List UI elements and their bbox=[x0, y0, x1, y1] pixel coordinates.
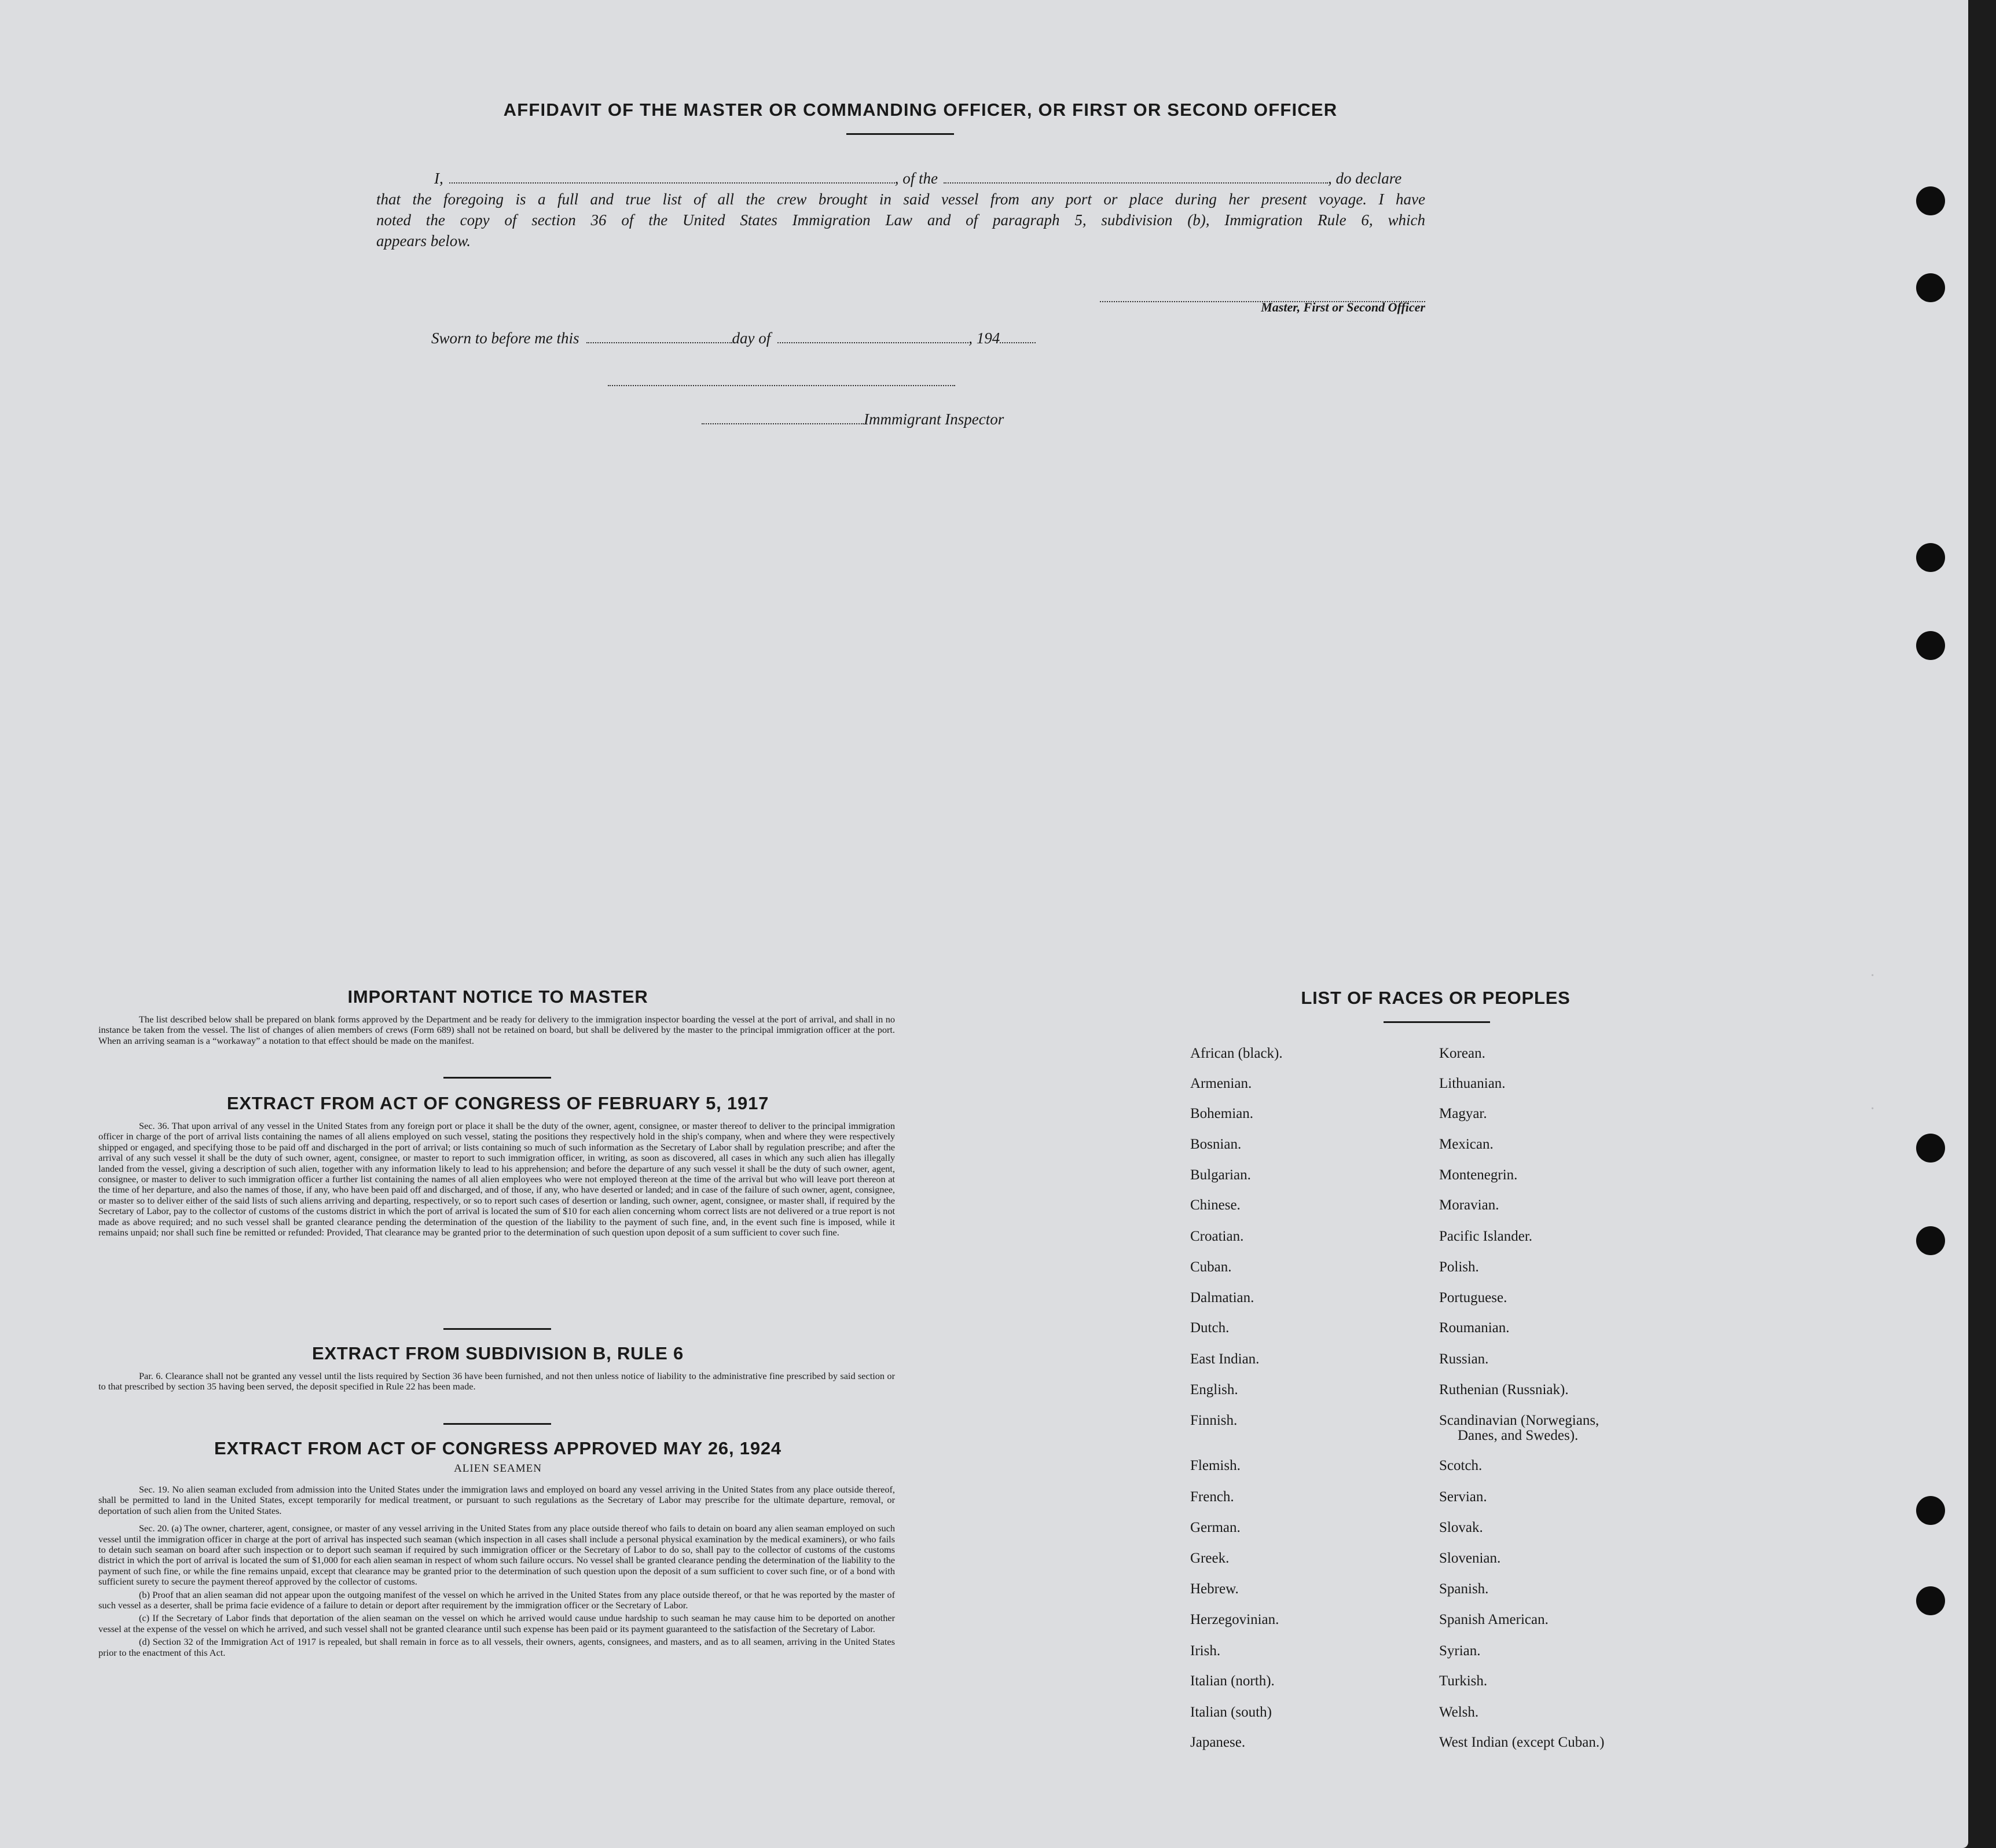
race-item: Finnish. bbox=[1190, 1413, 1238, 1428]
race-item: Scandinavian (Norwegians, bbox=[1439, 1413, 1599, 1428]
officer-name-blank[interactable] bbox=[449, 171, 895, 184]
race-item: Italian (north). bbox=[1190, 1673, 1275, 1689]
race-item: Armenian. bbox=[1190, 1076, 1252, 1091]
affidavit-do-declare-label: , do declare bbox=[1328, 170, 1402, 187]
section-rule bbox=[443, 1077, 551, 1079]
extract-1924-text bbox=[98, 1484, 895, 1658]
sec20a-paragraph: Sec. 20. (a) The owner, charterer, agent, consignee, or master of any vessel arriving in the United States from any place outside thereof who fails to detain on board any alien seaman employed on such vessel until the immigration officer in charge at the port of arrival has inspected such seaman (which inspection in all cases shall include a personal physical examination by the medical examiners), or who fails to detain such seaman on board after such inspection or to deport such seaman if required by such immigration officer or the Secretary of Labor to do so, shall pay to the collector of customs of the customs district in which the port of arrival is located the sum of $1,000 for each alien seaman in respect of whom such failure occurs. No vessel shall be granted clearance pending the determination of the liability to the payment of such fine, or while the fine remains unpaid, except that clearance may be granted prior to the determination of such question upon the deposit of a sum sufficient to cover such fine, or of a bond with sufficient surety to secure the payment thereof approved by the collector of customs. bbox=[98, 1523, 895, 1587]
sworn-month-blank[interactable] bbox=[777, 331, 968, 343]
race-item: Polish. bbox=[1439, 1259, 1479, 1275]
race-item: Greek. bbox=[1190, 1550, 1230, 1566]
race-item: Servian. bbox=[1439, 1489, 1487, 1505]
race-item: Flemish. bbox=[1190, 1458, 1241, 1473]
race-item: Spanish. bbox=[1439, 1581, 1489, 1597]
race-item: Croatian. bbox=[1190, 1229, 1244, 1244]
year-label: , 194 bbox=[968, 329, 1000, 347]
races-title: LIST OF RACES OR PEOPLES bbox=[1301, 988, 1571, 1008]
race-item: Bosnian. bbox=[1190, 1136, 1242, 1152]
affidavit-declaration bbox=[376, 168, 1425, 251]
race-item: Slovak. bbox=[1439, 1520, 1483, 1535]
race-item: African (black). bbox=[1190, 1046, 1283, 1061]
binder-hole bbox=[1916, 1586, 1945, 1615]
binder-hole bbox=[1916, 1496, 1945, 1525]
race-item: Mexican. bbox=[1439, 1136, 1494, 1152]
inspector-signature-blank[interactable] bbox=[608, 373, 955, 386]
races-title-rule bbox=[1384, 1021, 1490, 1023]
race-item: German. bbox=[1190, 1520, 1241, 1535]
race-item: Roumanian. bbox=[1439, 1320, 1510, 1336]
race-item: Montenegrin. bbox=[1439, 1167, 1518, 1183]
sworn-label: Sworn to before me this bbox=[431, 329, 579, 347]
notice-title: IMPORTANT NOTICE TO MASTER bbox=[347, 987, 648, 1007]
affidavit-body-line2: noted the copy of section 36 of the United States Immigration Law and of paragraph 5, subdivision (b), Immigration Rule 6, which bbox=[376, 211, 1425, 229]
race-item: Welsh. bbox=[1439, 1704, 1479, 1720]
affidavit-body-line3: appears below. bbox=[376, 232, 471, 250]
binder-hole bbox=[1916, 1134, 1945, 1163]
binder-hole bbox=[1916, 186, 1945, 215]
sworn-day-blank[interactable] bbox=[586, 331, 732, 343]
race-item: Ruthenian (Russniak). bbox=[1439, 1382, 1569, 1398]
binder-hole bbox=[1916, 631, 1945, 660]
race-item-continuation: Danes, and Swedes). bbox=[1458, 1428, 1579, 1443]
race-item: Slovenian. bbox=[1439, 1550, 1501, 1566]
affidavit-title-rule bbox=[846, 133, 954, 135]
sec20b-paragraph: (b) Proof that an alien seaman did not appear upon the outgoing manifest of the vessel on which he arrived in the United States from any place outside thereof, or that he was reported by the master of such vessel as a deserter, shall be prima facie evidence of a failure to detain or deport after requirement by the immigration officer or the Secretary of Labor. bbox=[98, 1589, 895, 1611]
race-item: Japanese. bbox=[1190, 1735, 1246, 1750]
race-item: Dutch. bbox=[1190, 1320, 1230, 1336]
race-item: Korean. bbox=[1439, 1046, 1485, 1061]
sec20c-paragraph: (c) If the Secretary of Labor finds that deportation of the alien seaman on the vessel on which he arrived would cause undue hardship to such seaman he may cause him to be deported on another vessel at the expense of the vessel on which he arrived, and such vessel shall not be granted clearance until such expense has been paid or its payment guaranteed to the satisfaction of the Secretary of Labor. bbox=[98, 1612, 895, 1634]
race-item: French. bbox=[1190, 1489, 1234, 1505]
extract-1917-title: EXTRACT FROM ACT OF CONGRESS OF FEBRUARY 5, 1917 bbox=[226, 1093, 769, 1113]
race-item: Lithuanian. bbox=[1439, 1076, 1506, 1091]
race-item: Scotch. bbox=[1439, 1458, 1483, 1473]
extract-1917-text bbox=[98, 1121, 895, 1238]
margin-mark: · bbox=[1870, 1100, 1876, 1118]
race-item: English. bbox=[1190, 1382, 1238, 1398]
race-item: Spanish American. bbox=[1439, 1612, 1549, 1627]
vessel-name-blank[interactable] bbox=[944, 171, 1328, 184]
day-of-label: day of bbox=[732, 329, 771, 347]
notice-text bbox=[98, 1014, 895, 1046]
extract-rule6-text bbox=[98, 1371, 895, 1392]
sec20d-paragraph: (d) Section 32 of the Immigration Act of 1917 is repealed, but shall remain in force as to all vessels, their owners, agents, consignees, and masters, and as to all seamen, arriving in the United States prior to the enactment of this Act. bbox=[98, 1636, 895, 1658]
race-item: East Indian. bbox=[1190, 1351, 1260, 1367]
margin-mark: · bbox=[1870, 967, 1876, 985]
affidavit-title: AFFIDAVIT OF THE MASTER OR COMMANDING OFFICER, OR FIRST OR SECOND OFFICER bbox=[503, 100, 1338, 120]
affidavit-of-the-label: , of the bbox=[894, 170, 938, 187]
race-item: Magyar. bbox=[1439, 1106, 1487, 1121]
race-item: Russian. bbox=[1439, 1351, 1489, 1367]
binder-hole bbox=[1916, 1226, 1945, 1255]
race-item: Bohemian. bbox=[1190, 1106, 1254, 1121]
race-item: Moravian. bbox=[1439, 1197, 1499, 1213]
sworn-line bbox=[431, 328, 1126, 349]
affidavit-i-label: I, bbox=[434, 170, 443, 187]
race-item: Dalmatian. bbox=[1190, 1290, 1254, 1306]
race-item: Irish. bbox=[1190, 1643, 1221, 1659]
race-item: Hebrew. bbox=[1190, 1581, 1239, 1597]
race-item: Syrian. bbox=[1439, 1643, 1481, 1659]
inspector-name-blank[interactable] bbox=[702, 412, 864, 424]
race-item: Herzegovinian. bbox=[1190, 1612, 1279, 1627]
race-item: Turkish. bbox=[1439, 1673, 1488, 1689]
affidavit-body-line1: that the foregoing is a full and true list of all the crew brought in said vessel from any port or place during her present voyage. I have bbox=[376, 190, 1425, 208]
race-item: Bulgarian. bbox=[1190, 1167, 1251, 1183]
binder-hole bbox=[1916, 273, 1945, 302]
race-item: West Indian (except Cuban.) bbox=[1439, 1735, 1605, 1750]
section-rule bbox=[443, 1423, 551, 1425]
notice-paragraph: The list described below shall be prepared on blank forms approved by the Department and be ready for delivery to the immigration inspector boarding the vessel at the port of arrival, and shall in no instance be taken from the vessel. The list of changes of alien members of crews (Form 689) shall not be retained on board, but shall be delivered by the master to the principal immigration officer at the port. When an arriving seaman is a “workaway” a notation to that effect should be made on the manifest. bbox=[98, 1014, 895, 1046]
sec19-paragraph: Sec. 19. No alien seaman excluded from admission into the United States under the immigration laws and employed on board any vessel arriving in the United States from any place outside thereof, shall be permitted to land in the United States, except temporarily for medical treatment, or pursuant to such regulations as the Secretary of Labor may prescribe for the ultimate departure, removal, or deportation of such alien from the United States. bbox=[98, 1484, 895, 1516]
sworn-year-blank[interactable] bbox=[1000, 331, 1036, 343]
race-item: Italian (south) bbox=[1190, 1704, 1272, 1720]
extract-rule6-title: EXTRACT FROM SUBDIVISION B, RULE 6 bbox=[311, 1343, 684, 1363]
binder-hole bbox=[1916, 543, 1945, 572]
section-rule bbox=[443, 1328, 551, 1330]
par6-paragraph: Par. 6. Clearance shall not be granted any vessel until the lists required by Section 36 have been furnished, and not then unless notice of liability to the administrative fine prescribed by said section or to that prescribed by section 35 having been served, the deposit specified in Rule 22 has been made. bbox=[98, 1370, 895, 1392]
inspector-label: Immmigrant Inspector bbox=[864, 410, 1004, 428]
sec36-paragraph: Sec. 36. That upon arrival of any vessel in the United States from any foreign port or place it shall be the duty of the owner, agent, consignee, or master thereof to deliver to the principal immigration officer in charge of the port of arrival lists containing the names of all aliens employed on such vessel, stating the positions they respectively hold in the ship's company, when and where they were respectively shipped or engaged, and specifying those to be paid off and discharged in the port of arrival; or lists containing so much of such information as the Secretary of Labor shall by regulation prescribe; and after the arrival of any such vessel it shall be the duty of such owner, agent, consignee, or master to report to such immigration officer, in writing, as soon as discovered, all cases in which any such alien has illegally landed from the vessel, giving a description of such alien, together with any information likely to lead to his apprehension; and before the departure of any such vessel it shall be the duty of such owner, agent, consignee, or master to deliver to such immigration officer a further list containing the names of all alien employees who were not employed thereon at the time of the arrival but who will leave port thereon at the time of her departure, and also the names of those, if any, who have been paid off and discharged, and of those, if any, who have deserted or landed; and in case of the failure of such owner, agent, consignee, or master so to deliver either of the said lists of such aliens arriving and departing, respectively, or so to report such cases of desertion or landing, such owner, agent, consignee, or master shall, if required by the Secretary of Labor, pay to the collector of customs of the customs district in which the port of arrival is located the sum of $10 for each alien concerning whom correct lists are not delivered or a true report is not made as above required; and no such vessel shall be granted clearance pending the determination of the question of the liability to the payment of such fine, and, in the event such fine is imposed, while it remains unpaid; nor shall such fine be remitted or refunded: Provided, That clearance may be granted prior to the determination of such question upon deposit of a sum sufficient to cover such fine. bbox=[98, 1120, 895, 1238]
extract-1924-title: EXTRACT FROM ACT OF CONGRESS APPROVED MAY 26, 1924 bbox=[214, 1438, 781, 1458]
inspector-line bbox=[702, 409, 1004, 430]
alien-seamen-subtitle: ALIEN SEAMEN bbox=[454, 1462, 542, 1475]
race-item: Chinese. bbox=[1190, 1197, 1241, 1213]
race-item: Pacific Islander. bbox=[1439, 1229, 1533, 1244]
race-item: Portuguese. bbox=[1439, 1290, 1507, 1306]
race-item: Cuban. bbox=[1190, 1259, 1232, 1275]
master-signature-label: Master, First or Second Officer bbox=[1261, 300, 1425, 314]
